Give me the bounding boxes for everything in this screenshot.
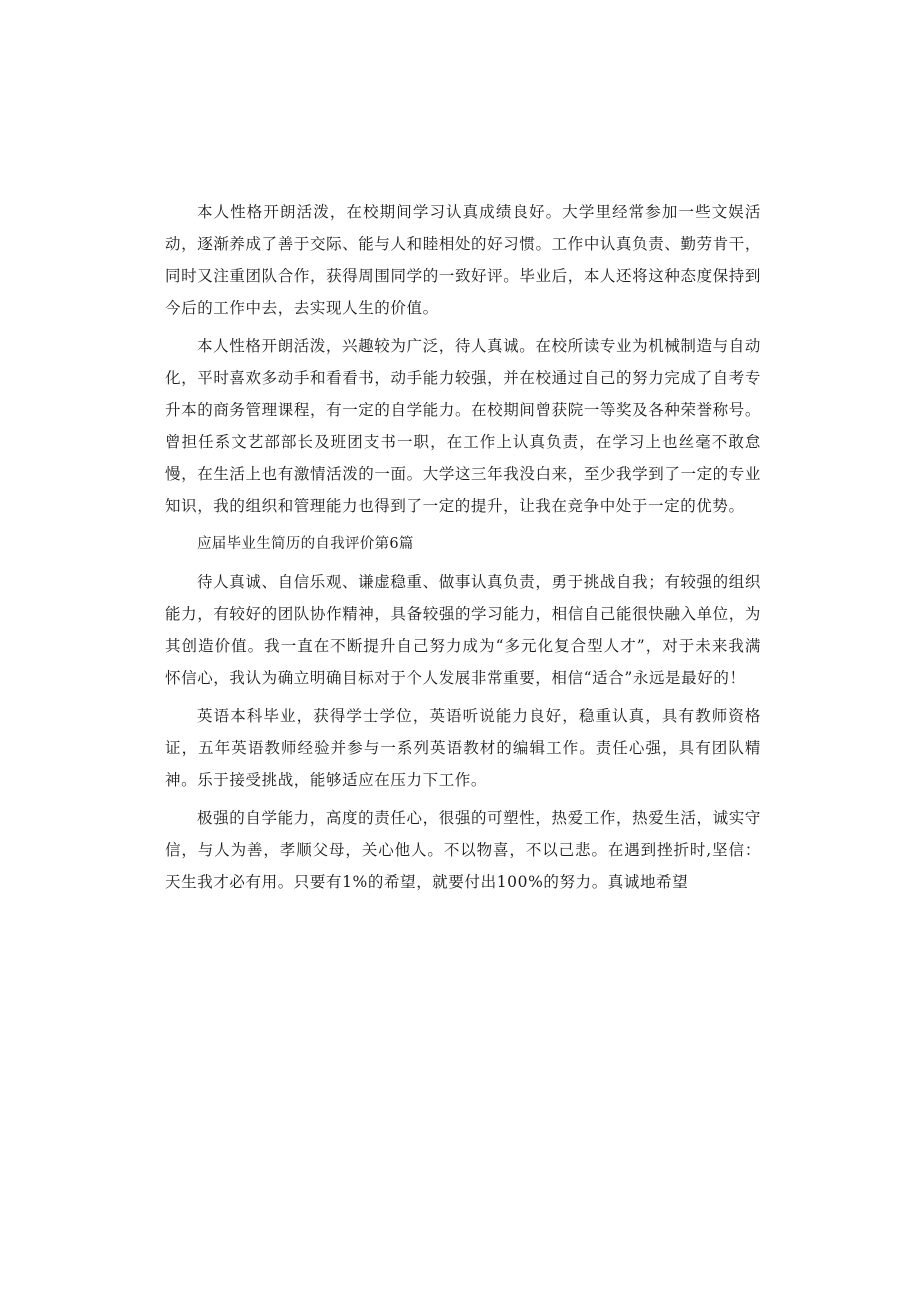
document-body [165,196,761,904]
section-paragraph-1: 待人真诚、自信乐观、谦虚稳重、做事认真负责，勇于挑战自我；有较强的组织能力，有较好的团队协作精神，具备较强的学习能力，相信自己能很快融入单位，为其创造价值。我一直在不断提升自己努力成为“多元化复合型人才”，对于未来我满怀信心，我认为确立明确目标对于个人发展非常重要，相信“适合”永远是最好的！ [165,573,761,687]
section-paragraph-3: 极强的自学能力，高度的责任心，很强的可塑性，热爱工作，热爱生活，诚实守信，与人为善，孝顺父母，关心他人。不以物喜，不以己悲。在遇到挫折时,坚信：天生我才必有用。只要有1%的希望，就要付出100%的努力。真诚地希望 [165,809,761,891]
section-title: 应届毕业生简历的自我评价第6篇 [197,536,414,552]
paragraph-1: 本人性格开朗活泼，在校期间学习认真成绩良好。大学里经常参加一些文娱活动，逐渐养成了善于交际、能与人和睦相处的好习惯。工作中认真负责、勤劳肯干，同时又注重团队合作，获得周围同学的一致好评。毕业后，本人还将这种态度保持到今后的工作中去，去实现人生的价值。 [165,203,761,317]
paragraph-2: 本人性格开朗活泼，兴趣较为广泛，待人真诚。在校所读专业为机械制造与自动化，平时喜欢多动手和看看书，动手能力较强，并在校通过自己的努力完成了自考专升本的商务管理课程，有一定的自学能力。在校期间曾获院一等奖及各种荣誉称号。曾担任系文艺部部长及班团支书一职，在工作上认真负责，在学习上也丝毫不敢怠慢，在生活上也有激情活泼的一面。大学这三年我没白来，至少我学到了一定的专业知识，我的组织和管理能力也得到了一定的提升，让我在竞争中处于一定的优势。 [165,337,761,515]
section-paragraph-2: 英语本科毕业，获得学士学位，英语听说能力良好，稳重认真，具有教师资格证，五年英语教师经验并参与一系列英语教材的编辑工作。责任心强，具有团队精神。乐于接受挑战，能够适应在压力下工作。 [165,707,761,789]
